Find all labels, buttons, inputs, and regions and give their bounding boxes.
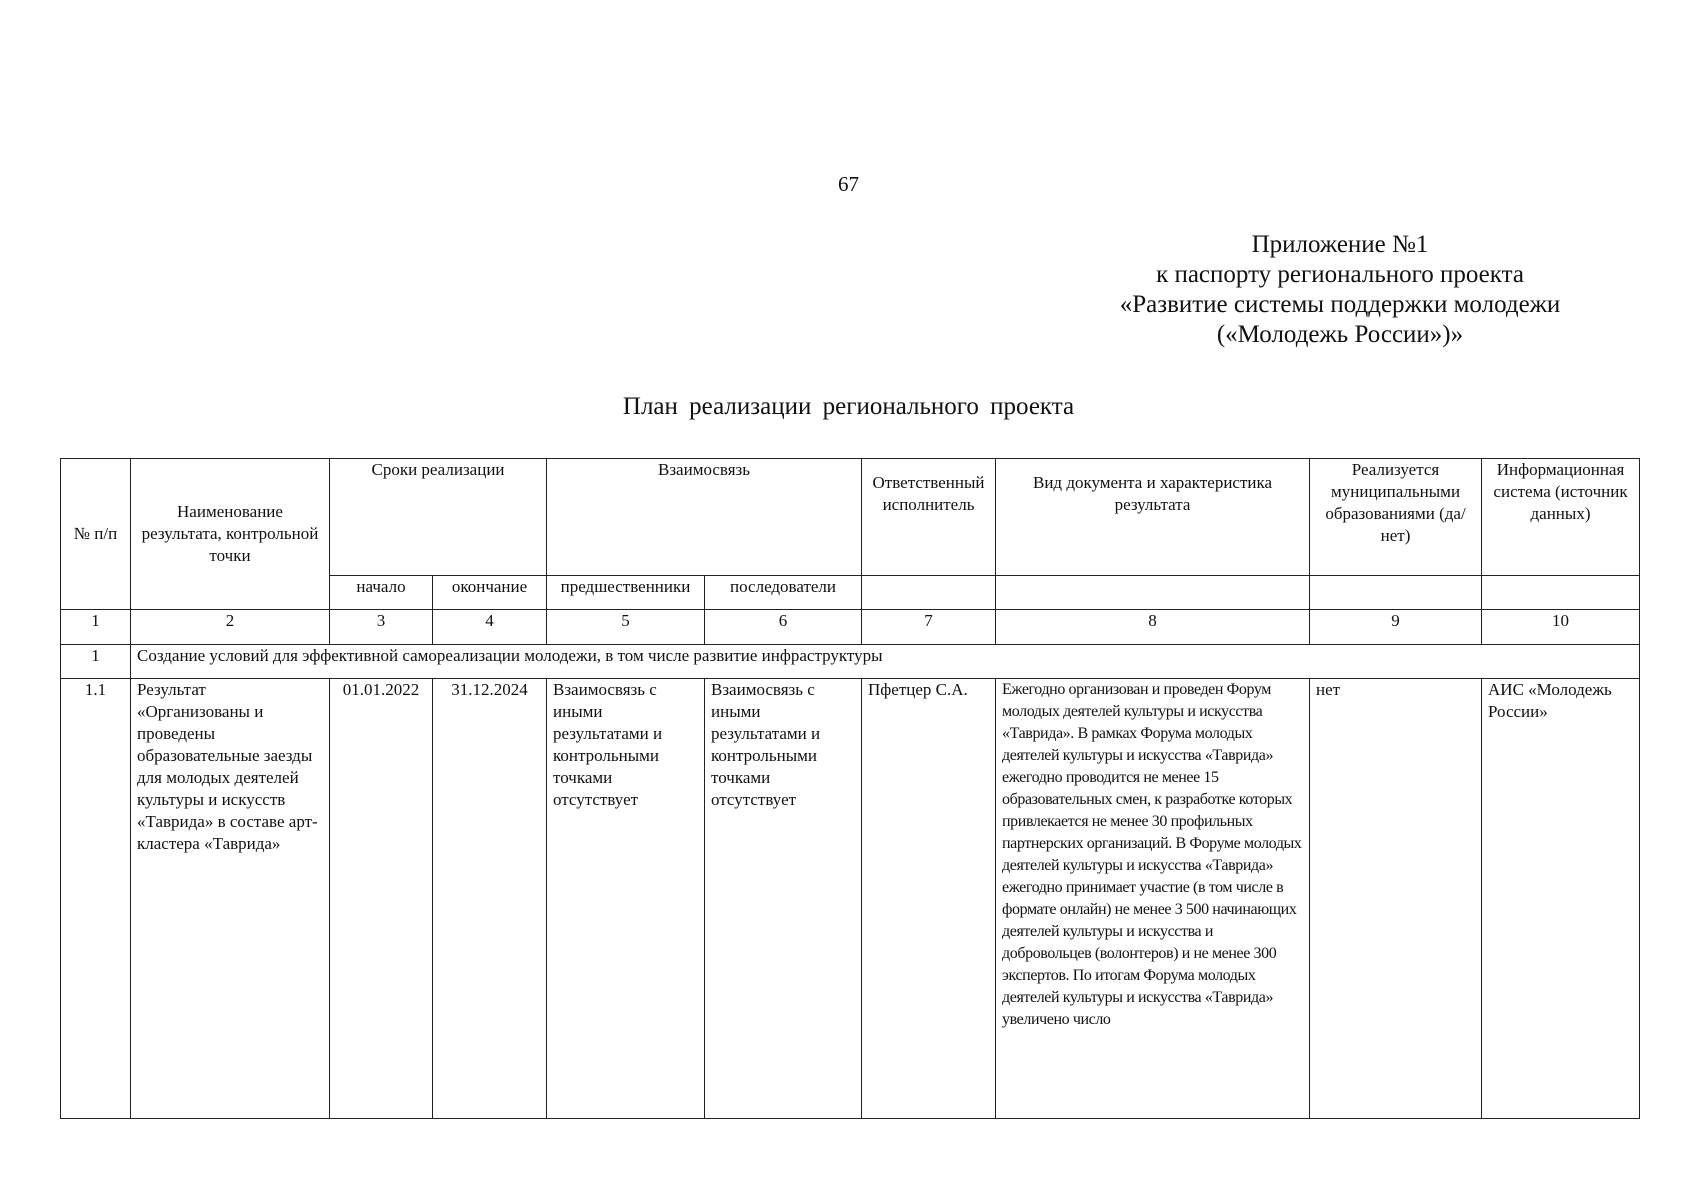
row-start: 01.01.2022 [330, 679, 433, 1119]
column-number: 6 [705, 610, 862, 645]
column-number-row [61, 610, 1640, 645]
header-doc-type: Вид документа и характеристика результата [996, 459, 1310, 576]
header-municipal: Реализуется муниципальными образованиями (да/нет) [1310, 459, 1482, 576]
header-end: окончание [433, 576, 547, 610]
header-responsible: Ответственный исполнитель [862, 459, 996, 576]
column-number: 5 [547, 610, 705, 645]
document-title: План реализации регионального проекта [622, 393, 1075, 420]
column-number: 1 [61, 610, 131, 645]
row-info-system: АИС «Молодежь России» [1482, 679, 1640, 1119]
column-number: 2 [131, 610, 330, 645]
header-name: Наименование результата, контрольной точки [131, 459, 330, 610]
column-number: 8 [996, 610, 1310, 645]
column-number: 3 [330, 610, 433, 645]
row-municipal: нет [1310, 679, 1482, 1119]
column-number: 10 [1482, 610, 1640, 645]
header-empty-10 [1482, 576, 1640, 610]
header-empty-7 [862, 576, 996, 610]
appendix-block [1040, 230, 1640, 350]
header-num: № п/п [61, 459, 131, 610]
row-responsible: Пфетцер С.А. [862, 679, 996, 1119]
header-predecessors: предшественники [547, 576, 705, 610]
header-info-system: Информационная система (источник данных) [1482, 459, 1640, 576]
column-number: 7 [862, 610, 996, 645]
appendix-line-2: к паспорту регионального проекта [1156, 261, 1524, 288]
section-title: Создание условий для эффективной самореализации молодежи, в том числе развитие инфраструктуры [131, 645, 1640, 679]
plan-table [60, 458, 1640, 1119]
header-terms: Сроки реализации [330, 459, 547, 576]
header-start: начало [330, 576, 433, 610]
row-name: Результат «Организованы и проведены образовательные заезды для молодых деятелей культуры и искусств «Таврида» в составе арт-кластера «Таврида» [131, 679, 330, 1119]
row-successors: Взаимосвязь с иными результатами и контрольными точками отсутствует [705, 679, 862, 1119]
page-number: 67 [838, 172, 859, 196]
row-predecessors: Взаимосвязь с иными результатами и контрольными точками отсутствует [547, 679, 705, 1119]
column-number: 9 [1310, 610, 1482, 645]
appendix-line-1: Приложение №1 [1251, 231, 1429, 258]
table-row [61, 679, 1640, 1119]
header-relation: Взаимосвязь [547, 459, 862, 576]
appendix-line-3: «Развитие системы поддержки молодежи [1119, 291, 1561, 318]
header-empty-8 [996, 576, 1310, 610]
header-empty-9 [1310, 576, 1482, 610]
column-number: 4 [433, 610, 547, 645]
row-end: 31.12.2024 [433, 679, 547, 1119]
section-row [61, 645, 1640, 679]
header-row-main [61, 459, 1640, 576]
appendix-line-4: («Молодежь России»)» [1216, 321, 1464, 348]
section-num: 1 [61, 645, 131, 679]
row-description: Ежегодно организован и проведен Форум молодых деятелей культуры и искусства «Таврида». В рамках Форума молодых деятелей культуры и искусства «Таврида» ежегодно проводится не менее 15 образовательных смен, к разработке которых привлекается не менее 30 профильных партнерских организаций. В Форуме молодых деятелей культуры и искусства «Таврида» ежегодно принимает участие (в том числе в формате онлайн) не менее 3 500 начинающих деятелей культуры и искусства и добровольцев (волонтеров) и не менее 300 экспертов. По итогам Форума молодых деятелей культуры и искусства «Таврида» увеличено число [996, 679, 1310, 1119]
row-num: 1.1 [61, 679, 131, 1119]
header-successors: последователи [705, 576, 862, 610]
